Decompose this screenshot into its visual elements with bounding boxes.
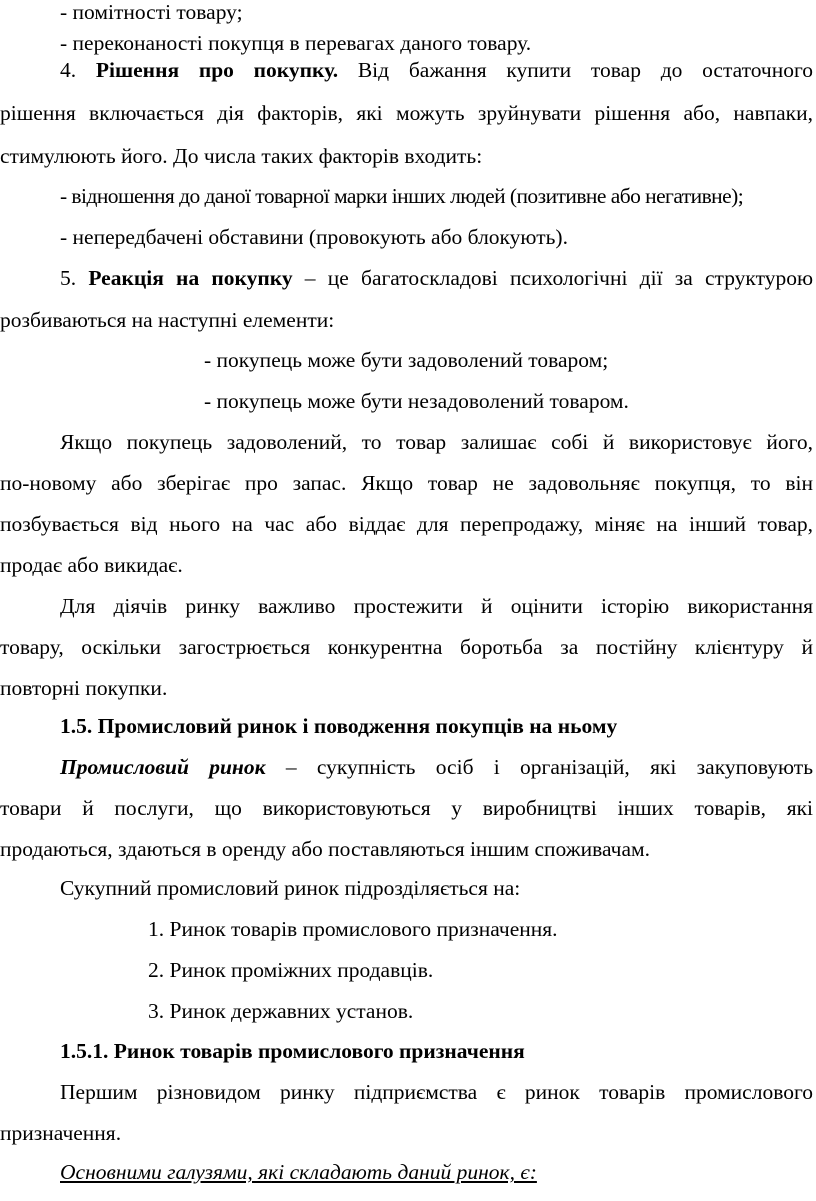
list-item: - помітності товару;	[60, 0, 243, 24]
paragraph-line: по-новому або зберігає про запас. Якщо товар не задовольняє покупця, то він	[0, 471, 813, 495]
definition-text: – сукупність осіб і організацій, які закуповують	[285, 755, 814, 779]
paragraph-line: Сукупний промисловий ринок підрозділяється на:	[60, 876, 521, 900]
section-heading-1-5-1: 1.5.1. Ринок товарів промислового призначення	[60, 1039, 525, 1063]
section-4-text: Від бажання купити товар до остаточного	[357, 58, 814, 82]
paragraph-line: товару, оскільки загострюється конкурентна боротьба за постійну клієнтуру й	[0, 635, 813, 659]
paragraph-line: стимулюють його. До числа таких факторів входить:	[0, 144, 483, 168]
list-item: - переконаності покупця в перевагах даного товару.	[60, 31, 532, 55]
list-item: - відношення до даної товарної марки інших людей (позитивне або негативне);	[60, 184, 744, 208]
paragraph-line: продає або викидає.	[0, 553, 183, 577]
list-item: - покупець може бути задоволений товаром;	[204, 348, 609, 372]
definition-line-1	[0, 757, 813, 779]
paragraph-line: розбиваються на наступні елементи:	[0, 308, 335, 332]
paragraph-line: Якщо покупець задоволений, то товар залишає собі й використовує його,	[60, 430, 813, 454]
paragraph-line: повторні покупки.	[0, 676, 168, 700]
list-number: 3.	[148, 999, 165, 1023]
list-text: Ринок проміжних продавців.	[169, 958, 434, 982]
paragraph-line: товари й послуги, що використовуються у виробництві інших товарів, які	[0, 796, 813, 820]
subsection-caption: Основними галузями, які складають даний ринок, є:	[60, 1160, 537, 1184]
section-5-line-1	[0, 268, 813, 290]
numbered-list-item	[148, 919, 558, 941]
paragraph-line: позбувається від нього на час або віддає для перепродажу, міняє на інший товар,	[0, 512, 813, 536]
section-4-number: 4.	[60, 58, 77, 82]
section-4-line-1	[0, 60, 813, 82]
paragraph-line: Першим різновидом ринку підприємства є ринок товарів промислового	[60, 1080, 813, 1104]
list-text: Ринок державних установ.	[169, 999, 414, 1023]
paragraph-line: Для діячів ринку важливо простежити й оцінити історію використання	[60, 594, 813, 618]
section-5-heading: Реакція на покупку	[88, 266, 293, 290]
list-item: - непередбачені обставини (провокують або блокують).	[60, 225, 568, 249]
section-4-heading: Рішення про покупку.	[95, 58, 339, 82]
section-5-number: 5.	[60, 266, 77, 290]
list-number: 2.	[148, 958, 165, 982]
paragraph-line: продаються, здаються в оренду або поставляються іншим споживачам.	[0, 837, 650, 861]
paragraph-line: призначення.	[0, 1121, 122, 1145]
definition-term: Промисловий ринок	[60, 755, 266, 779]
list-item: - покупець може бути незадоволений товаром.	[204, 389, 629, 413]
section-heading-1-5: 1.5. Промисловий ринок і поводження покупців на ньому	[60, 714, 618, 738]
list-text: Ринок товарів промислового призначення.	[169, 917, 558, 941]
paragraph-line: рішення включається дія факторів, які можуть зруйнувати рішення або, навпаки,	[0, 101, 813, 125]
numbered-list-item	[148, 1001, 413, 1023]
numbered-list-item	[148, 960, 433, 982]
section-5-text: – це багатоскладові психологічні дії за структурою	[304, 266, 814, 290]
list-number: 1.	[148, 917, 165, 941]
